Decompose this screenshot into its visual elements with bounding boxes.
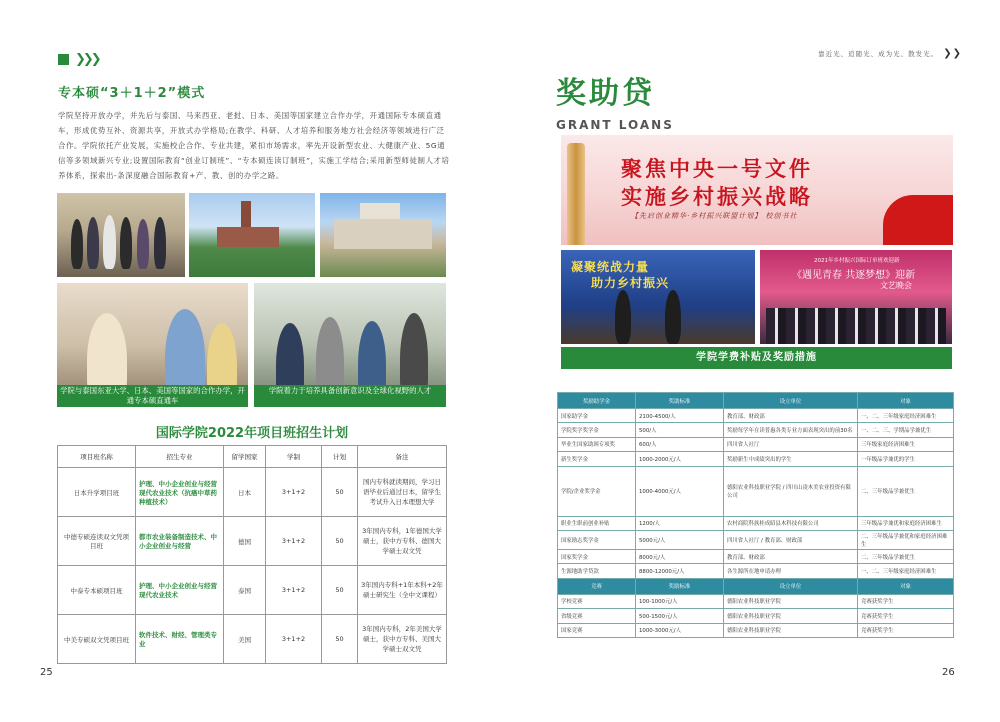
table-cell: 三年级品学兼优和家庭经济困难生 bbox=[858, 516, 954, 530]
chevron-right-icon: ❯❯❯ bbox=[75, 52, 99, 67]
table-row bbox=[558, 594, 954, 608]
table-cell: 3+1+2 bbox=[266, 566, 322, 615]
table-cell: 一、二、三年级家庭经济困难生 bbox=[858, 564, 954, 578]
table-cell: 学院/企业奖学金 bbox=[558, 466, 636, 516]
table-cell: 生源地助学贷款 bbox=[558, 564, 636, 578]
table-cell: 二、三年级品学兼优和家庭经济困难生 bbox=[858, 530, 954, 549]
table-cell: 一、二、三、学期品学兼优生 bbox=[858, 423, 954, 437]
table-cell: 三年级家庭经济困难生 bbox=[858, 437, 954, 451]
table-cell: 8000元/人 bbox=[636, 549, 724, 563]
banner-subline: 【先启创业精华·乡村振兴联盟计划】 校创书社 bbox=[631, 212, 798, 220]
table-cell: 德阳农业科技职业学院 bbox=[724, 609, 858, 623]
table-cell: 护理、中小企业创业与经营现代农业技术（抗癌中草药种植技术） bbox=[136, 468, 224, 517]
table-header-cell: 奖励标准 bbox=[636, 578, 724, 594]
table-header-cell: 招生专业 bbox=[136, 446, 224, 468]
banner-headline-1: 聚焦中央一号文件 bbox=[621, 157, 813, 181]
slogan-text: 靠近光、追随光、成为光、散发光。 bbox=[818, 50, 939, 58]
stage-text-3: 2021年乡村振兴国际订单班欢迎新 bbox=[814, 258, 900, 264]
table-row bbox=[558, 437, 954, 451]
table-header-cell: 奖励助学金 bbox=[558, 393, 636, 409]
table-header-row bbox=[558, 393, 954, 409]
aid-section-title: 学院学费补贴及奖励措施 bbox=[561, 347, 952, 369]
table-cell: 省级竞赛 bbox=[558, 609, 636, 623]
table-cell: 600/人 bbox=[636, 437, 724, 451]
table-cell: 奖励每学年在读普惠各类专业方面表现突出的前30名 bbox=[724, 423, 858, 437]
policy-banner bbox=[561, 135, 953, 245]
table-row bbox=[558, 423, 954, 437]
intro-paragraph: 学院坚持开放办学，并先后与泰国、马来西亚、老挝、日本、美国等国家建立合作办学，开通国际专本硕直通车，形成优势互补、资源共享，开放式办学格局;在教学、科研、人才培养和服务地方社会经济等领域进行广泛合作。学院依托产业发展，实施校企合作、专业共建，紧扣市场需求，率先开设新型农业、大健康产业、5G通信等多领域新兴专业;设置国际教育“创业订制班”、“专本硕连读订制班”，实施工学结合;采用新型师徒制人才培养体系，探索出-条深度融合国际教育+产、教、创的办学之路。 bbox=[58, 111, 450, 180]
table-cell: 德阳农业科技职业学院 / 四川山凌木美农业投资有限公司 bbox=[724, 466, 858, 516]
table-cell: 学院奖学奖学金 bbox=[558, 423, 636, 437]
stage-text-5: 文艺晚会 bbox=[880, 281, 912, 290]
table-header-cell: 项目班名称 bbox=[58, 446, 136, 468]
table-header-cell: 奖助标准 bbox=[636, 393, 724, 409]
table-row bbox=[558, 452, 954, 466]
aid-table bbox=[557, 392, 954, 638]
table-cell: 德国 bbox=[224, 517, 266, 566]
stage-text-2: 助力乡村振兴 bbox=[591, 276, 670, 290]
table-header-cell: 对象 bbox=[858, 393, 954, 409]
table-cell: 四川省人社厅 / 教育部、财政部 bbox=[724, 530, 858, 549]
table-cell: 500/人 bbox=[636, 423, 724, 437]
stage-text-1: 凝聚统战力量 bbox=[571, 260, 650, 274]
table-row bbox=[558, 409, 954, 423]
table-cell: 50 bbox=[322, 517, 358, 566]
stage-event-photo-2 bbox=[760, 250, 952, 344]
table-cell: 3年国内专科，2年美国大学硕士，获中方专科、美国大学硕士双文凭 bbox=[358, 615, 447, 664]
table-cell: 日本 bbox=[224, 468, 266, 517]
table-header-cell: 留学国家 bbox=[224, 446, 266, 468]
photo-caption-2: 学院着力于培养具备创新意识及全球化视野的人才 bbox=[254, 385, 446, 407]
page-title: 奖助贷 bbox=[556, 76, 655, 111]
table-cell: 100-1000元/人 bbox=[636, 594, 724, 608]
table-row bbox=[558, 549, 954, 563]
chevron-right-icon: ❯❯ bbox=[943, 48, 962, 59]
table-cell: 泰国 bbox=[224, 566, 266, 615]
table-cell: 1000-2000元/人 bbox=[636, 452, 724, 466]
table-cell: 各生源所在地申请办理 bbox=[724, 564, 858, 578]
table-row bbox=[558, 623, 954, 637]
table-cell: 3+1+2 bbox=[266, 615, 322, 664]
table-header-cell: 备注 bbox=[358, 446, 447, 468]
slogan bbox=[818, 48, 962, 59]
table-cell: 竞赛获奖学生 bbox=[858, 623, 954, 637]
table-cell: 美国 bbox=[224, 615, 266, 664]
table-cell: 中德专硕连读双文凭项目班 bbox=[58, 517, 136, 566]
table-header-row bbox=[558, 578, 954, 594]
table-cell: 国家助学金 bbox=[558, 409, 636, 423]
table-cell: 3+1+2 bbox=[266, 468, 322, 517]
table-cell: 二、三年级品学兼优生 bbox=[858, 549, 954, 563]
plan-table-title: 国际学院2022年项目班招生计划 bbox=[155, 426, 349, 441]
table-cell: 软件技术、财经、管理类专业 bbox=[136, 615, 224, 664]
table-cell: 3年国内专科，1年德国大学硕士，获中方专科、德国大学硕士双文凭 bbox=[358, 517, 447, 566]
table-header-cell: 竞赛 bbox=[558, 578, 636, 594]
table-header-cell: 计划 bbox=[322, 446, 358, 468]
page-number-right: 26 bbox=[942, 667, 955, 678]
table-cell: 1000-4000元/人 bbox=[636, 466, 724, 516]
table-cell: 500-1500元/人 bbox=[636, 609, 724, 623]
table-cell: 都市农业装备制造技术、中小企业创业与经营 bbox=[136, 517, 224, 566]
table-cell: 国家竞赛 bbox=[558, 623, 636, 637]
table-cell: 50 bbox=[322, 566, 358, 615]
table-cell: 竞赛获奖学生 bbox=[858, 609, 954, 623]
table-cell: 国家奖学金 bbox=[558, 549, 636, 563]
table-cell: 农村商院科族桂成昭县木科技有限公司 bbox=[724, 516, 858, 530]
table-cell: 国内专科就读期间，学习日语毕业后通过日本，留学生考试升入日本理想大学 bbox=[358, 468, 447, 517]
table-row bbox=[558, 609, 954, 623]
table-cell: 1000-3000元/人 bbox=[636, 623, 724, 637]
page-subtitle: GRANT LOANS bbox=[556, 118, 674, 132]
table-row bbox=[558, 516, 954, 530]
table-cell: 1200/人 bbox=[636, 516, 724, 530]
stage-event-photo-1 bbox=[561, 250, 755, 344]
table-cell: 职业生职前创业补贴 bbox=[558, 516, 636, 530]
table-cell: 8800-12000元/人 bbox=[636, 564, 724, 578]
banner-headline-2: 实施乡村振兴战略 bbox=[621, 185, 813, 209]
pillar-decoration bbox=[567, 143, 585, 245]
table-cell: 中美专硕双文凭项目班 bbox=[58, 615, 136, 664]
table-cell: 50 bbox=[322, 615, 358, 664]
table-cell: 教育部、财政部 bbox=[724, 549, 858, 563]
table-cell: 国家励志奖学金 bbox=[558, 530, 636, 549]
table-cell: 四川省人社厅 bbox=[724, 437, 858, 451]
table-cell: 德阳农业科技职业学院 bbox=[724, 623, 858, 637]
table-cell: 德阳农业科技职业学院 bbox=[724, 594, 858, 608]
table-cell: 学校竞赛 bbox=[558, 594, 636, 608]
table-cell: 教育部、财政部 bbox=[724, 409, 858, 423]
red-flag-decoration bbox=[883, 195, 953, 245]
table-header-cell: 学制 bbox=[266, 446, 322, 468]
table-cell: 5000元/人 bbox=[636, 530, 724, 549]
table-cell: 竞赛获奖学生 bbox=[858, 594, 954, 608]
table-cell: 50 bbox=[322, 468, 358, 517]
table-row bbox=[558, 466, 954, 516]
table-cell: 一、二、三年级家庭经济困难生 bbox=[858, 409, 954, 423]
table-row bbox=[558, 530, 954, 549]
table-cell: 护理、中小企业创业与经营现代农业技术 bbox=[136, 566, 224, 615]
table-cell: 毕业生国家助困专项奖 bbox=[558, 437, 636, 451]
table-cell: 2100-4500/人 bbox=[636, 409, 724, 423]
table-cell: 中泰专本硕项目班 bbox=[58, 566, 136, 615]
section-title: 专本硕“3＋1＋2”模式 bbox=[58, 86, 206, 101]
table-header-cell: 对象 bbox=[858, 578, 954, 594]
table-header-cell: 设立单位 bbox=[724, 578, 858, 594]
page-number-left: 25 bbox=[40, 667, 53, 678]
table-cell: 奖励新生中成绩突出的学生 bbox=[724, 452, 858, 466]
table-header-cell: 设立单位 bbox=[724, 393, 858, 409]
table-cell: 二、三年级品学兼优生 bbox=[858, 466, 954, 516]
table-cell: 3+1+2 bbox=[266, 517, 322, 566]
stage-text-4: 《遇见青春 共逐梦想》迎新 bbox=[792, 270, 916, 281]
table-cell: 3年国内专科+1年本科+2年硕士研究生（全中文课程） bbox=[358, 566, 447, 615]
table-cell: 新生奖学金 bbox=[558, 452, 636, 466]
photo-caption-1: 学院与泰国东亚大学、日本、美国等国家的合作办学，开通专本硕直通车 bbox=[57, 385, 248, 407]
table-cell: 日本升学项目班 bbox=[58, 468, 136, 517]
table-cell: 一年级品学兼优的学生 bbox=[858, 452, 954, 466]
table-row bbox=[558, 564, 954, 578]
